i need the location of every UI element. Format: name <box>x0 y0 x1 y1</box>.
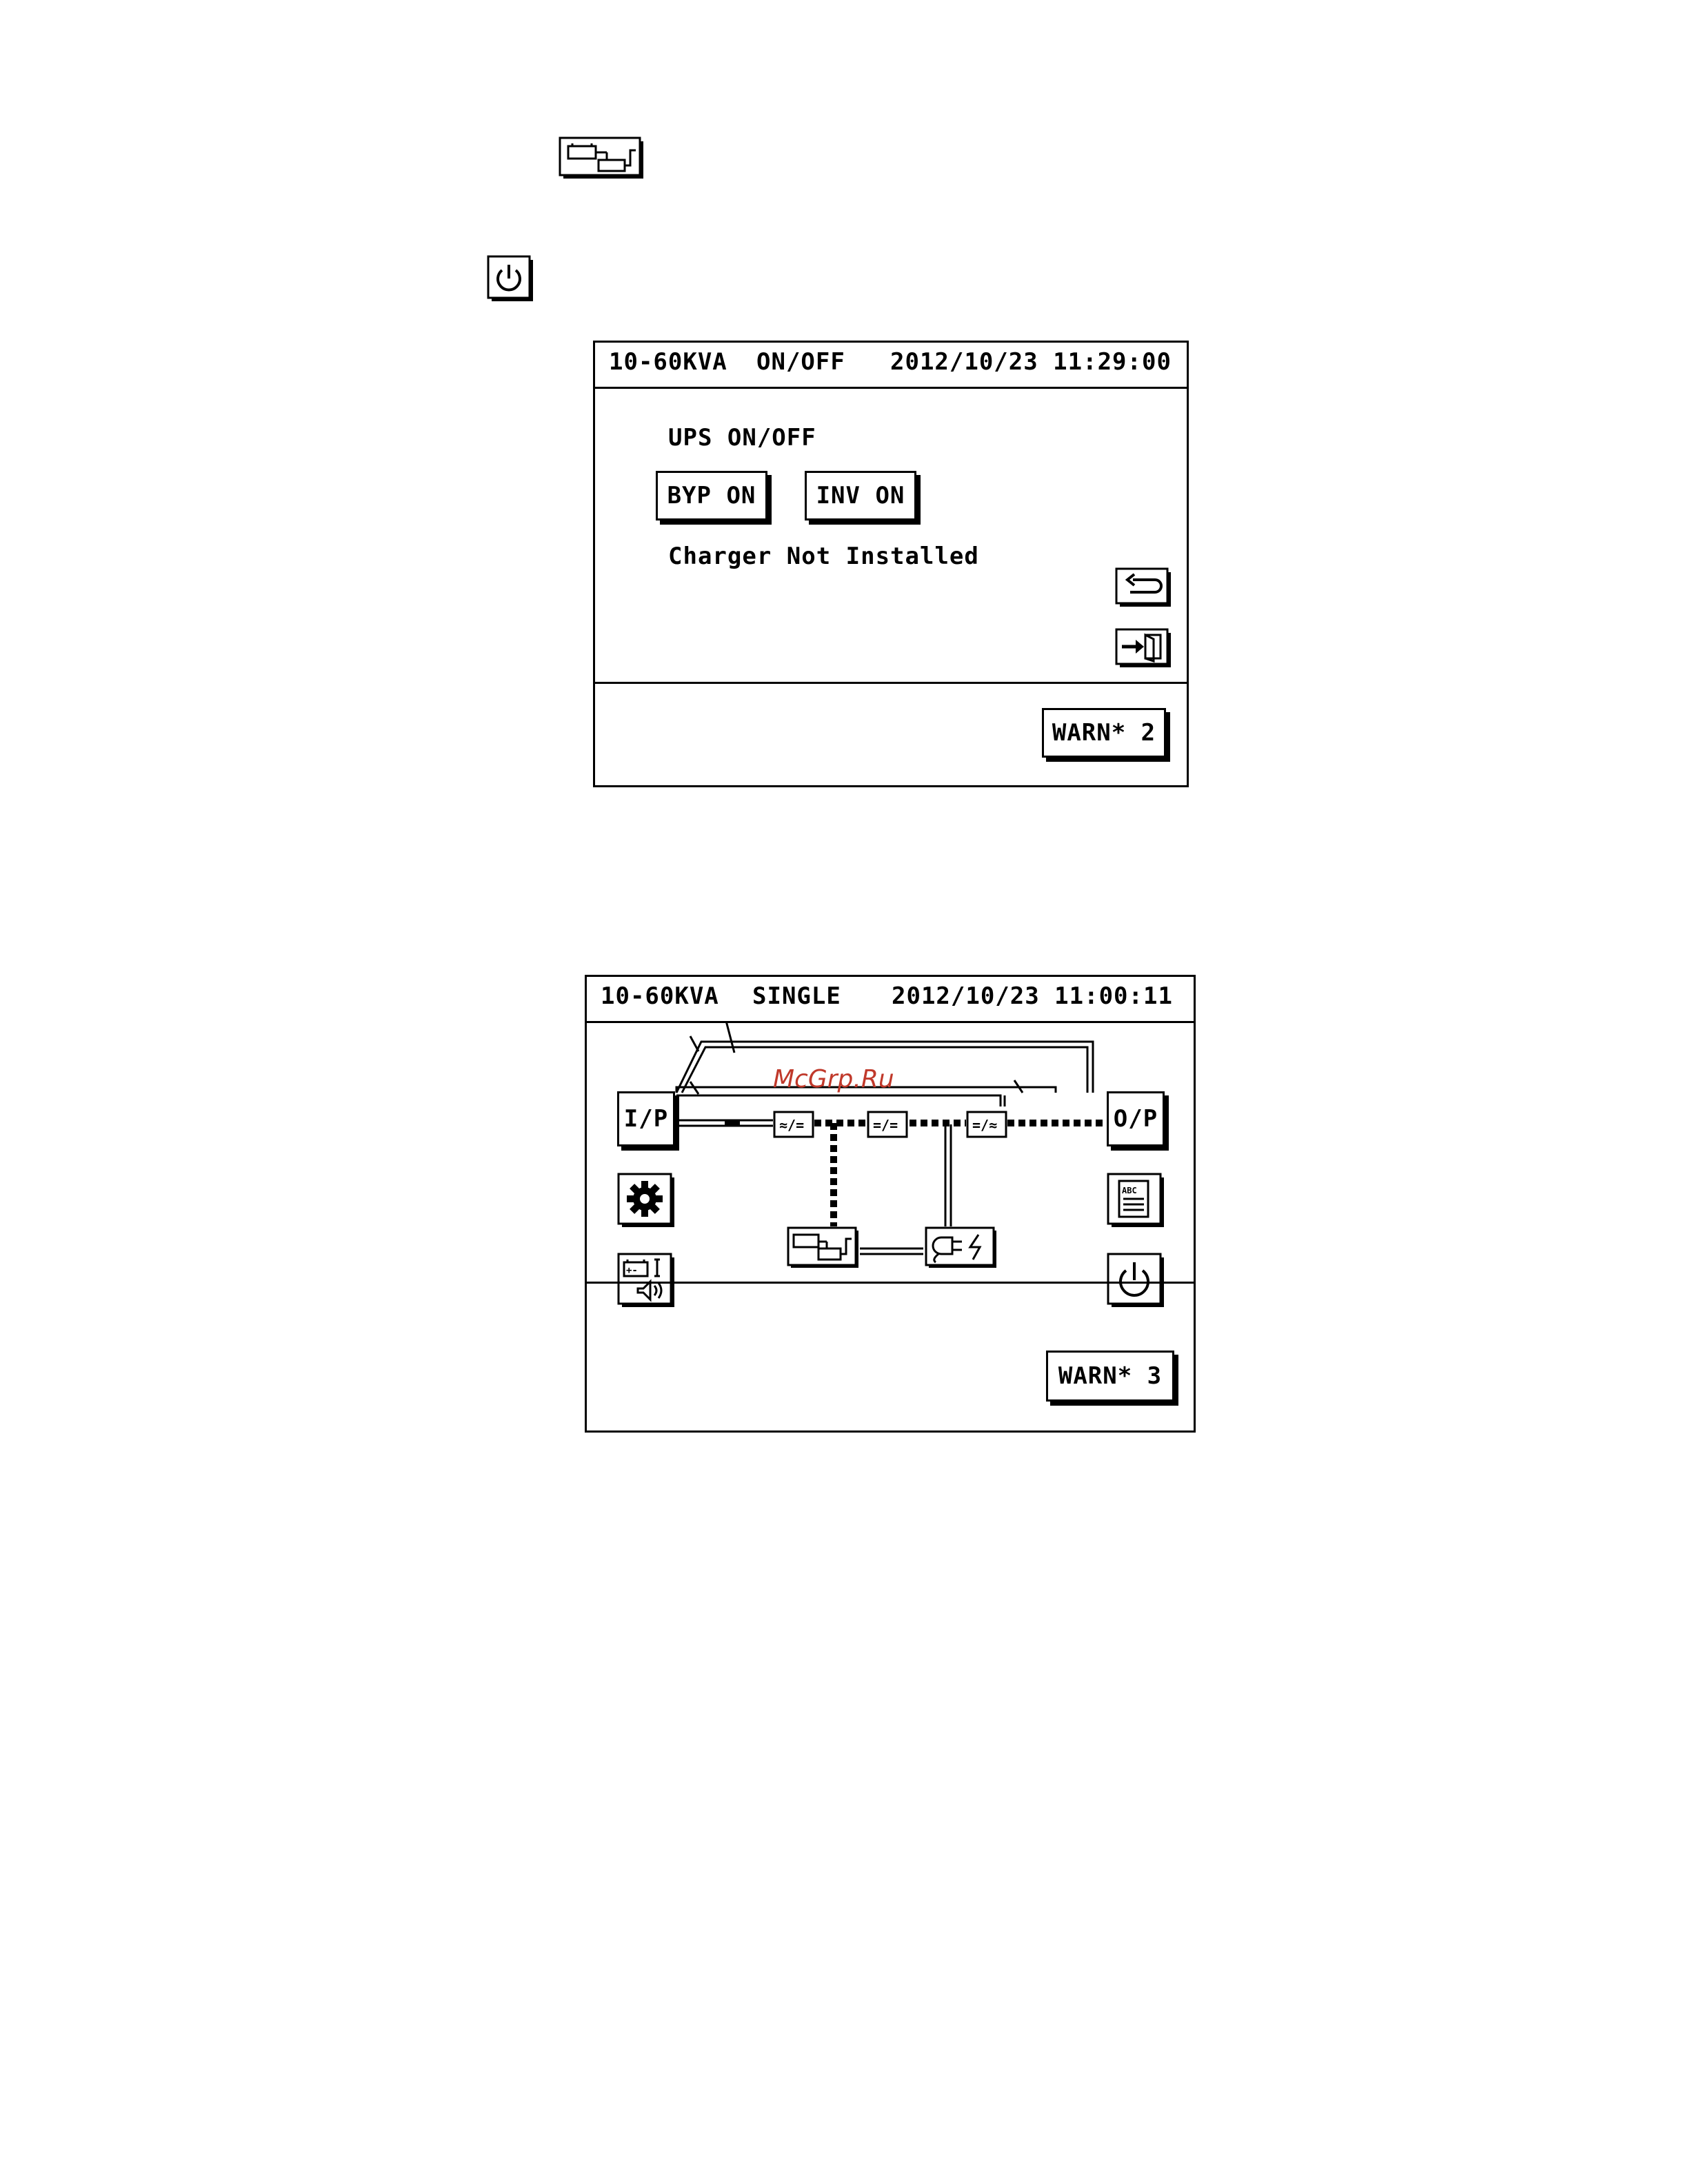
onoff-screen <box>593 341 1189 787</box>
header-model: 10-60KVA <box>601 982 719 1010</box>
svg-text:+-: +- <box>626 1265 638 1276</box>
single-divider <box>587 1282 1194 1284</box>
ups-onoff-label: UPS ON/OFF <box>668 424 816 452</box>
single-screen <box>585 975 1196 1433</box>
watermark-text: McGrp.Ru <box>773 1065 894 1093</box>
byp-on-button[interactable]: BYP ON <box>656 471 767 520</box>
event-log-icon[interactable] <box>1107 1173 1166 1229</box>
svg-text:≈/=: ≈/= <box>779 1117 805 1133</box>
single-header <box>587 977 1194 1023</box>
back-arrow-icon[interactable] <box>1115 567 1173 609</box>
header-model: 10-60KVA <box>609 348 727 376</box>
output-button[interactable]: O/P <box>1107 1091 1165 1146</box>
svg-text:=/=: =/= <box>873 1117 898 1133</box>
charger-icon <box>787 1226 860 1269</box>
charger-status-text: Charger Not Installed <box>668 543 979 570</box>
header-mode: SINGLE <box>752 982 841 1010</box>
header-datetime: 2012/10/23 11:00:11 <box>892 982 1173 1010</box>
warn-button[interactable]: WARN* 2 <box>1042 708 1166 758</box>
power-icon <box>487 255 534 302</box>
svg-text:=/≈: =/≈ <box>972 1117 998 1133</box>
inv-on-button[interactable]: INV ON <box>805 471 916 520</box>
inverter-icon <box>967 1112 1006 1137</box>
exit-door-icon[interactable] <box>1115 628 1173 669</box>
charger-icon <box>559 136 645 181</box>
header-datetime: 2012/10/23 11:29:00 <box>890 348 1172 376</box>
input-button[interactable]: I/P <box>617 1091 675 1146</box>
charger-plug-icon <box>925 1226 998 1269</box>
warn-button[interactable]: WARN* 3 <box>1046 1351 1174 1402</box>
battery-alarm-icon[interactable] <box>617 1253 676 1309</box>
svg-text:ABC: ABC <box>1122 1186 1137 1195</box>
power-icon[interactable] <box>1107 1253 1166 1309</box>
rectifier-icon <box>774 1112 813 1137</box>
onoff-header <box>595 343 1187 389</box>
dc-dc-icon <box>868 1112 907 1137</box>
power-flow-diagram <box>587 1021 1194 1283</box>
settings-gear-icon[interactable] <box>617 1173 676 1229</box>
onoff-divider <box>595 682 1187 684</box>
header-mode: ON/OFF <box>756 348 845 376</box>
